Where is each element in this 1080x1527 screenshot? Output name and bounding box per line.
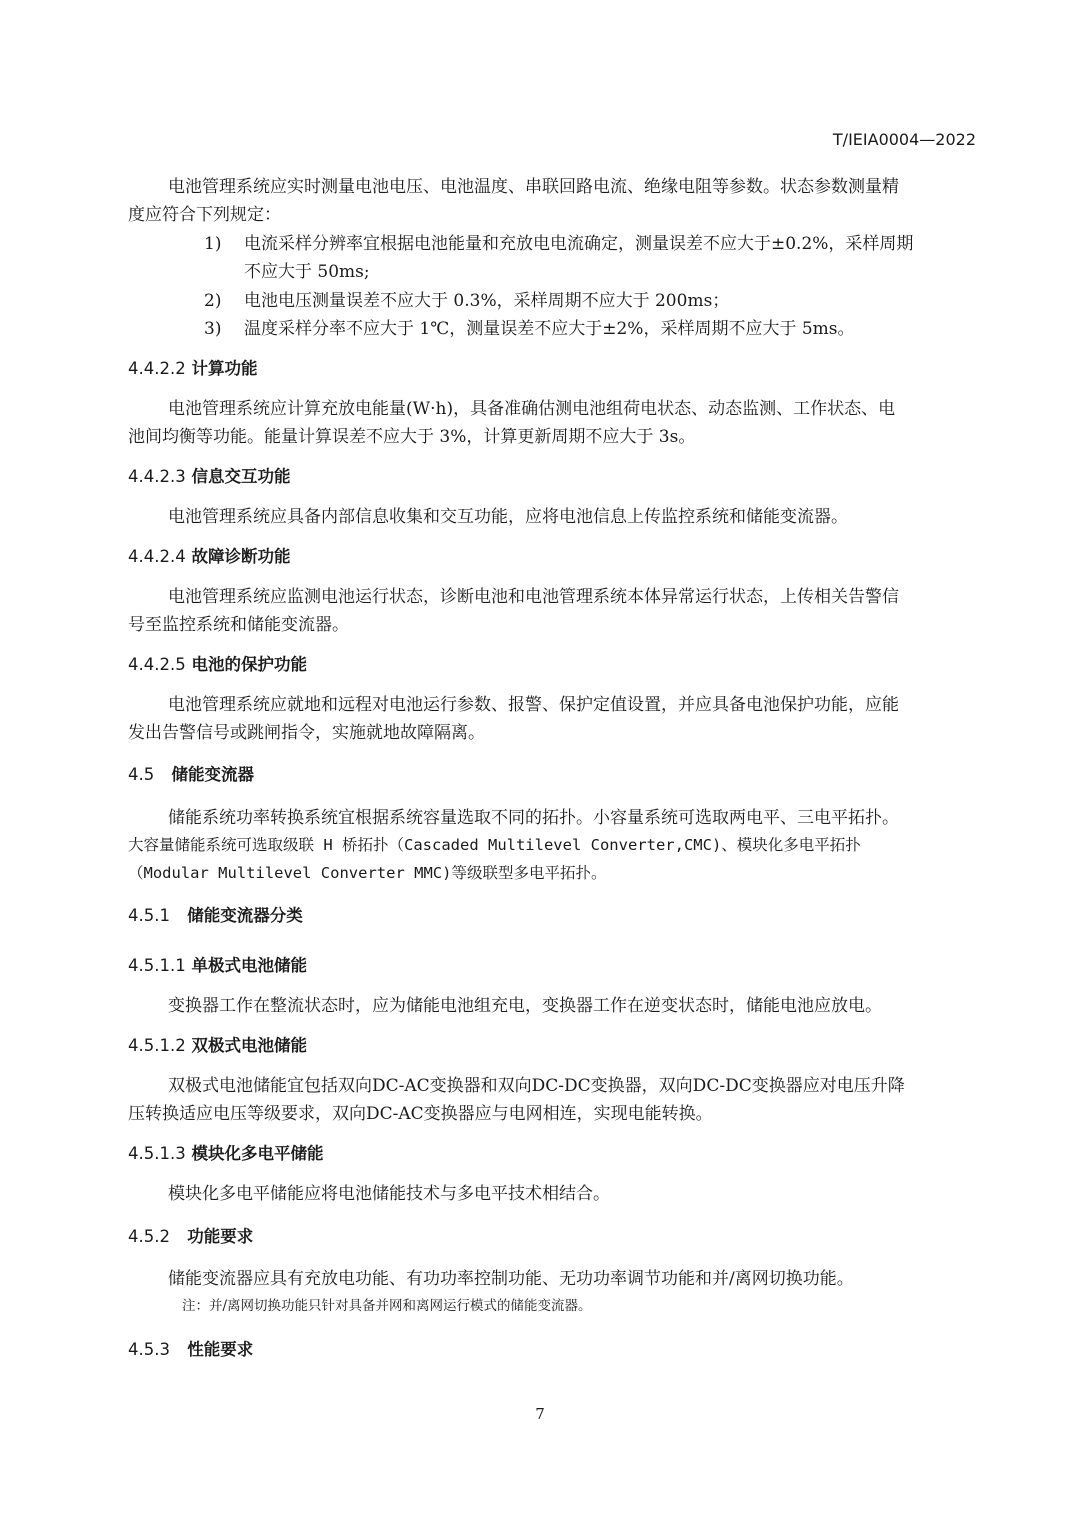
heading-4-5-1-1: 4.5.1.1 单极式电池储能 bbox=[128, 956, 307, 975]
heading-4-5: 4.5 储能变流器 bbox=[128, 765, 254, 784]
heading-4-5-1-2: 4.5.1.2 双极式电池储能 bbox=[128, 1036, 307, 1055]
heading-4-4-2-3: 4.4.2.3 信息交互功能 bbox=[128, 467, 291, 486]
paragraph-4-5-line-3: （Modular Multilevel Converter MMC)等级联型多电平拓扑。 bbox=[128, 864, 607, 882]
heading-4-5-3: 4.5.3 性能要求 bbox=[128, 1340, 254, 1359]
document-code-header: T/IEIA0004—2022 bbox=[832, 130, 976, 149]
paragraph-4-4-2-5-line-2: 发出告警信号或跳闸指令，实施就地故障隔离。 bbox=[128, 723, 485, 743]
intro-paragraph-line-1: 电池管理系统应实时测量电池电压、电池温度、串联回路电流、绝缘电阻等参数。状态参数测量精 bbox=[168, 177, 899, 197]
paragraph-4-5-line-1: 储能系统功率转换系统宜根据系统容量选取不同的拓扑。小容量系统可选取两电平、三电平拓扑。 bbox=[168, 808, 899, 828]
heading-4-5-1-3: 4.5.1.3 模块化多电平储能 bbox=[128, 1144, 324, 1163]
paragraph-4-4-2-5-line-1: 电池管理系统应就地和远程对电池运行参数、报警、保护定值设置，并应具备电池保护功能，应能 bbox=[168, 695, 899, 715]
list-item-3-line-1: 温度采样分率不应大于 1℃，测量误差不应大于±2%，采样周期不应大于 5ms。 bbox=[244, 319, 855, 339]
heading-4-5-1: 4.5.1 储能变流器分类 bbox=[128, 906, 303, 925]
paragraph-4-4-2-2-line-2: 池间均衡等功能。能量计算误差不应大于 3%，计算更新周期不应大于 3s。 bbox=[128, 427, 696, 447]
paragraph-4-4-2-4-line-1: 电池管理系统应监测电池运行状态，诊断电池和电池管理系统本体异常运行状态，上传相关告警信 bbox=[168, 587, 899, 607]
paragraph-4-5-line-2: 大容量储能系统可选取级联 H 桥拓扑（Cascaded Multilevel Converter,CMC)、模块化多电平拓扑 bbox=[128, 836, 861, 854]
paragraph-4-4-2-2-line-1: 电池管理系统应计算充放电能量(W·h)，具备准确估测电池组荷电状态、动态监测、工作状态、电 bbox=[168, 399, 896, 419]
page-number: 7 bbox=[535, 1405, 545, 1423]
paragraph-4-5-1-2-line-1: 双极式电池储能宜包括双向DC-AC变换器和双向DC-DC变换器，双向DC-DC变换器应对电压升降 bbox=[168, 1076, 905, 1096]
paragraph-4-4-2-4-line-2: 号至监控系统和储能变流器。 bbox=[128, 615, 349, 635]
paragraph-4-5-1-3-line-1: 模块化多电平储能应将电池储能技术与多电平技术相结合。 bbox=[168, 1184, 610, 1204]
heading-4-4-2-5: 4.4.2.5 电池的保护功能 bbox=[128, 655, 307, 674]
heading-4-5-2: 4.5.2 功能要求 bbox=[128, 1227, 254, 1246]
heading-4-4-2-4: 4.4.2.4 故障诊断功能 bbox=[128, 547, 291, 566]
paragraph-4-5-1-1-line-1: 变换器工作在整流状态时，应为储能电池组充电，变换器工作在逆变状态时，储能电池应放电。 bbox=[168, 996, 882, 1016]
list-item-3-number: 3) bbox=[204, 319, 222, 339]
heading-4-4-2-2: 4.4.2.2 计算功能 bbox=[128, 359, 258, 378]
list-item-1-line-1: 电流采样分辨率宜根据电池能量和充放电电流确定，测量误差不应大于±0.2%，采样周期 bbox=[244, 234, 914, 254]
list-item-2-line-1: 电池电压测量误差不应大于 0.3%，采样周期不应大于 200ms； bbox=[244, 291, 730, 311]
paragraph-4-4-2-3-line-1: 电池管理系统应具备内部信息收集和交互功能，应将电池信息上传监控系统和储能变流器。 bbox=[168, 507, 848, 527]
list-item-1-number: 1) bbox=[204, 234, 222, 254]
intro-paragraph-line-2: 度应符合下列规定： bbox=[128, 205, 281, 225]
paragraph-4-5-1-2-line-2: 压转换适应电压等级要求，双向DC-AC变换器应与电网相连，实现电能转换。 bbox=[128, 1104, 713, 1124]
note-4-5-2: 注：并/离网切换功能只针对具备并网和离网运行模式的储能变流器。 bbox=[182, 1298, 592, 1314]
list-item-2-number: 2) bbox=[204, 291, 222, 311]
paragraph-4-5-2-line-1: 储能变流器应具有充放电功能、有功功率控制功能、无功功率调节功能和并/离网切换功能。 bbox=[168, 1269, 854, 1289]
list-item-1-line-2: 不应大于 50ms; bbox=[244, 262, 370, 282]
